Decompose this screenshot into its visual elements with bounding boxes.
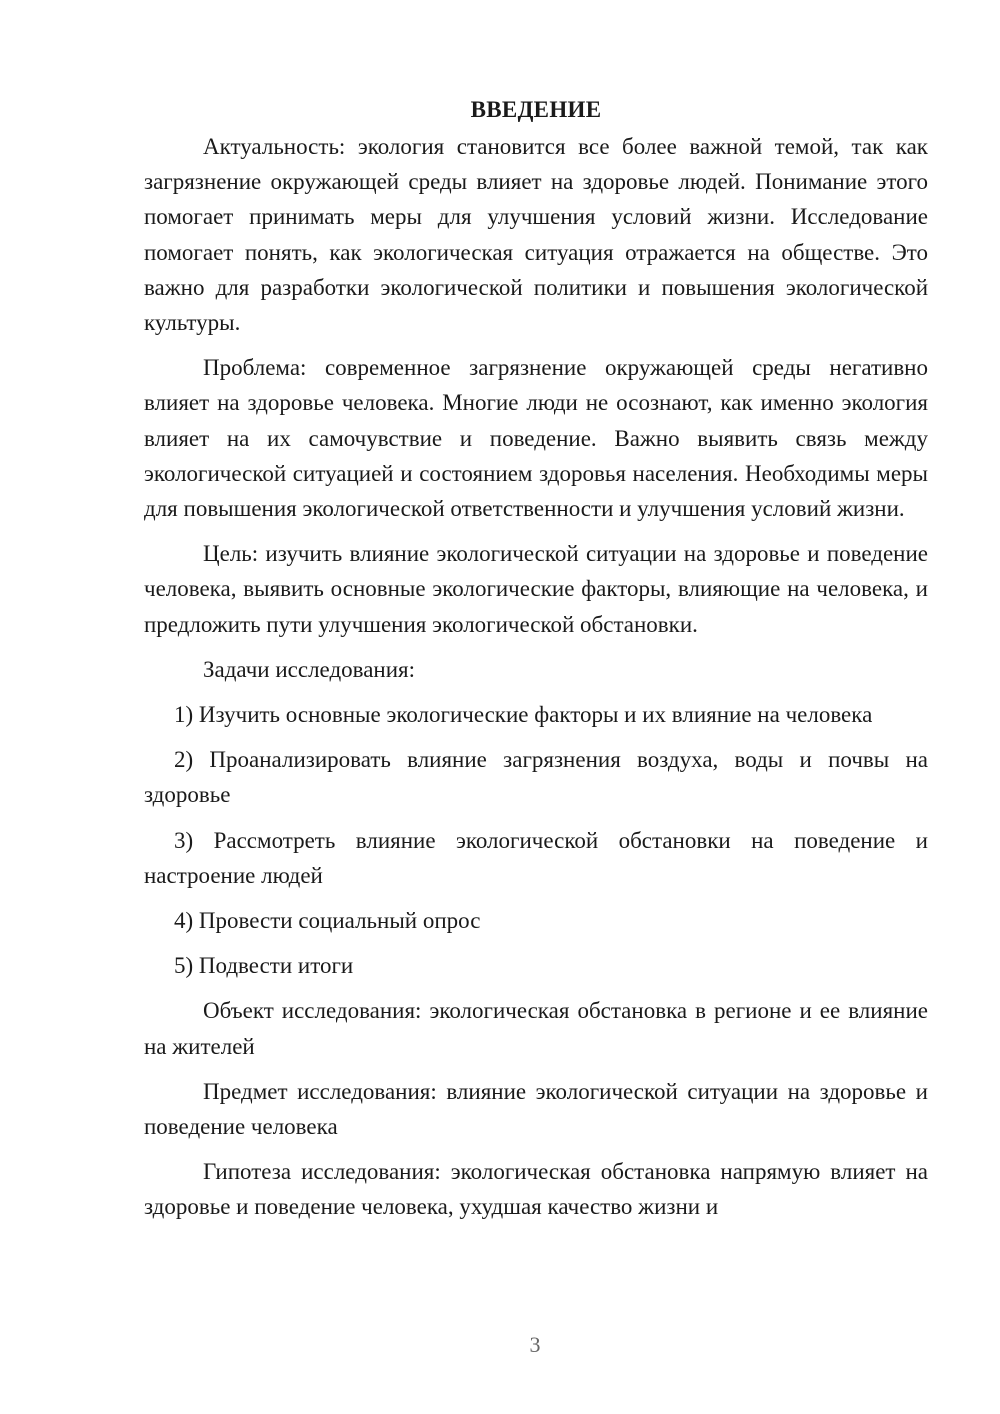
task-item-5: 5) Подвести итоги — [174, 953, 354, 979]
task-item-1: 1) Изучить основные экологические факторы и их влияние на человека — [174, 702, 873, 728]
hypothesis-paragraph: Гипотеза исследования: экологическая обстановка напрямую влияет на здоровье и поведение человека, ухудшая качество жизни и — [144, 1159, 928, 1220]
subject-paragraph: Предмет исследования: влияние экологической ситуации на здоровье и поведение человека — [144, 1078, 928, 1140]
task-item-2: 2) Проанализировать влияние загрязнения воздуха, воды и почвы на здоровье — [144, 747, 928, 808]
object-paragraph: Объект исследования: экологическая обстановка в регионе и ее влияние на жителей — [144, 998, 928, 1059]
tasks-heading: Задачи исследования: — [203, 656, 416, 682]
page-number: 3 — [529, 1332, 541, 1357]
document-page — [144, 92, 928, 1235]
task-item-4: 4) Провести социальный опрос — [174, 908, 481, 934]
relevance-paragraph: Актуальность: экология становится все более важной темой, так как загрязнение окружающей среды влияет на здоровье людей. Понимание этого помогает принимать меры для улучшения условий жизни. Исследование помогает понять, как экологическая ситуация отражается на обществе. Это важно для разработки экологической политики и повышения экологической культуры. — [144, 134, 928, 336]
problem-paragraph: Проблема: современное загрязнение окружающей среды негативно влияет на здоровье человека. Многие люди не осознают, как именно экология влияет на их самочувствие и поведение. Важно выявить связь между экологической ситуацией и состоянием здоровья населения. Необходимы меры для повышения экологической ответственности и улучшения условий жизни. — [144, 355, 928, 522]
task-item-3: 3) Рассмотреть влияние экологической обстановки на поведение и настроение людей — [144, 827, 928, 888]
goal-paragraph: Цель: изучить влияние экологической ситуации на здоровье и поведение человека, выявить основные экологические факторы, влияющие на человека, и предложить пути улучшения экологической обстановки. — [144, 541, 928, 637]
section-title: ВВЕДЕНИЕ — [470, 97, 602, 122]
